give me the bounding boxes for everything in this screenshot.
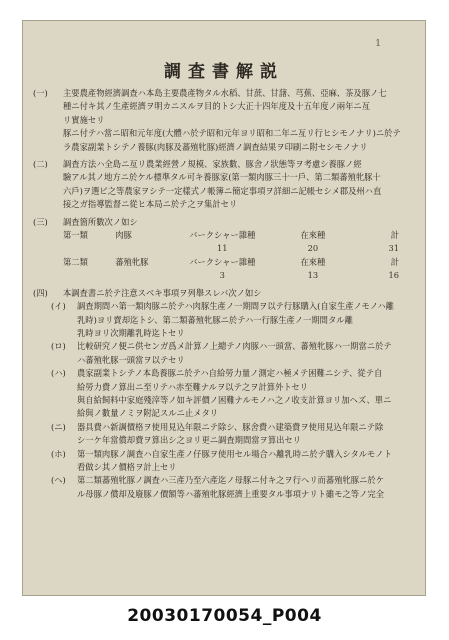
text-line: 調査箇所數次ノ如シ: [63, 216, 138, 227]
table-cell: 計: [390, 256, 399, 267]
text-line: 六戶)ヲ選ビ之等農家ヲシテ一定樣式ノ帳簿ニ簡定事項ヲ詳細ニ記帳セシメ郡及州ハ直: [63, 185, 382, 196]
section-marker: (一): [33, 88, 48, 98]
item-marker: (ヘ): [51, 475, 66, 486]
table-row: [61, 242, 401, 255]
document-body: [33, 87, 417, 501]
text-line: 豚ニ付テハ當ニ昭和元年度(大體ハ於テ昭和元年ヨリ昭和二年ニ亙リ行ヒシモノナリ)ニ於テ: [63, 128, 401, 139]
table-cell: バークシャー雜種: [189, 230, 256, 241]
text-line: 比較研究ノ便ニ供センガ爲メ計算ノ上總テノ肉豚ハ一頭當、蕃殖牝豚ハ一期當ニ於テ: [77, 341, 392, 352]
table-cell: 肉豚: [115, 230, 132, 241]
table-cell: 蕃殖牝豚: [115, 256, 149, 267]
text-line: リ實施セリ: [63, 114, 105, 125]
text-line: 調査期間ハ第一類肉豚ニ於テハ肉豚生產ノ一期間ヲ以テ行豚購入(自家生產ノモノハ離: [77, 301, 394, 312]
text-line: 調査方法ハ全島ニ亙リ農業經營ノ規模、家族數、豚舍ノ狀態等ヲ考慮シ養豚ノ經: [63, 159, 362, 170]
table-cell: 20: [307, 243, 319, 254]
text-line: 乳時)ヨリ賣却迄トシ、第二類蕃殖牝豚ニ於テハ一行豚生產ノ一期間タル離: [77, 314, 353, 325]
table-cell: 第二類: [63, 256, 88, 267]
text-line: 接之ガ指導監督ニ從ヒ本局ニ於テ之ヲ集計セリ: [63, 199, 238, 210]
document-title: 調査書解説: [164, 62, 284, 82]
item-ro: [33, 340, 417, 367]
item-marker: (ニ): [51, 421, 66, 432]
table-cell: 第一類: [63, 230, 88, 241]
section-marker: (四): [33, 287, 48, 298]
text-line: シ一ケ年當償却費ヲ算出シ之ヨリ更ニ調査期間當ヲ算出セリ: [77, 435, 302, 446]
text-line: 種ニ付キ其ノ生產經濟ヲ明カニスルヲ目的トシ大正十四年度及十五年度ノ兩年ニ亙: [63, 101, 370, 112]
table-cell: [61, 269, 113, 282]
item-marker: (ホ): [51, 448, 66, 459]
table-cell: 31: [388, 243, 399, 254]
section-marker: (三): [33, 216, 48, 227]
text-line: 器具費ハ新調價格ヲ使用見込年限ニテ除シ、豚舍費ハ建築費ヲ使用見込年限ニテ除: [77, 421, 384, 432]
table-cell: バークシャー雜種: [189, 256, 256, 267]
item-i: [33, 300, 417, 340]
table-row: [61, 256, 401, 269]
table-cell: [61, 242, 113, 255]
table-cell: 3: [219, 270, 225, 281]
table-cell: 13: [307, 270, 319, 281]
text-line: 驗アル其ノ地方ニ於ケル標準タル可キ養豚家(第一類肉豚三十一戶、第二類蕃殖牝豚十: [63, 172, 381, 183]
item-he: [33, 474, 417, 501]
item-marker: (ロ): [51, 341, 66, 352]
image-caption: 20030170054_P004: [127, 606, 322, 626]
text-line: 農家副業トシテノ本島養豚ニ於テハ自給勞力量ノ測定ハ極メテ困難ニシテ、從テ自: [77, 368, 383, 379]
table-cell: [113, 242, 167, 255]
section-3: [33, 216, 417, 229]
section-4: [33, 287, 417, 300]
text-line: 與自給飼料中家庭殘滓等ノ如キ評價ノ困難ナルモノハ之ノ收支計算ヨリ加ヘズ、單ニ: [77, 394, 392, 405]
text-line: 本調査書ニ於テ注意スベキ事項ヲ列舉スレバ次ノ如シ: [63, 287, 262, 298]
text-line: 主要農產物經濟調查ハ本島主要農產物タル水稻、甘蔗、甘藷、芎蕉、亞麻、茶及豚ノ七: [63, 88, 387, 98]
document-page: [22, 20, 426, 596]
item-ha: [33, 367, 417, 421]
text-line: 給勞力費ノ算出ニ至リテハ赤至難ナルヲ以テ之ヲ計算外トセリ: [77, 381, 308, 392]
text-line: ラ農家副業トシテノ養豚(肉豚及蕃殖牝豚)經濟ノ調査結果ヲ印刷ニ附セシモノナリ: [63, 141, 368, 152]
item-ni: [33, 421, 417, 448]
table-row: [61, 269, 401, 282]
table-cell: [113, 269, 167, 282]
text-line: 第一類肉豚ノ調査ハ自家生產ノ仔豚ヲ使用セル場合ハ離乳時ニ於テ購入シタルモノト: [77, 448, 392, 459]
survey-count-table: [61, 229, 401, 283]
item-ho: [33, 448, 417, 475]
table-row: [61, 229, 401, 242]
table-cell: 11: [216, 243, 228, 254]
table-cell: 計: [390, 230, 399, 241]
section-marker: (二): [33, 159, 48, 170]
text-line: ル母豚ノ償却及廢豚ノ價額等ハ蕃殖牝豚經濟上重要タル事項ナリト雖モ之等ノ完全: [77, 488, 384, 499]
text-line: 給與ノ數量ノミヲ附記スルニ止メタリ: [77, 408, 219, 419]
item-marker: (ハ): [51, 368, 66, 379]
text-line: 第二類蕃殖牝豚ノ調査ハ三產乃至六產迄ノ母豚ニ付キ之ヲ行ヘリ而蕃殖牝豚ニ於ケ: [77, 475, 384, 486]
table-cell: 在來種: [300, 230, 326, 241]
text-line: 看做シ其ノ價格ヲ計上セリ: [77, 461, 177, 472]
section-2: [33, 158, 417, 212]
page-number: 1: [375, 39, 381, 49]
table-cell: 16: [388, 270, 399, 281]
text-line: 乳時ヨリ次期離乳時迄トセリ: [77, 327, 185, 338]
section-1: [33, 87, 417, 154]
table-cell: 在來種: [300, 256, 326, 267]
text-line: ハ蕃殖牝豚一頭當ヲ以テセリ: [77, 354, 185, 365]
item-marker: (イ): [51, 301, 66, 312]
